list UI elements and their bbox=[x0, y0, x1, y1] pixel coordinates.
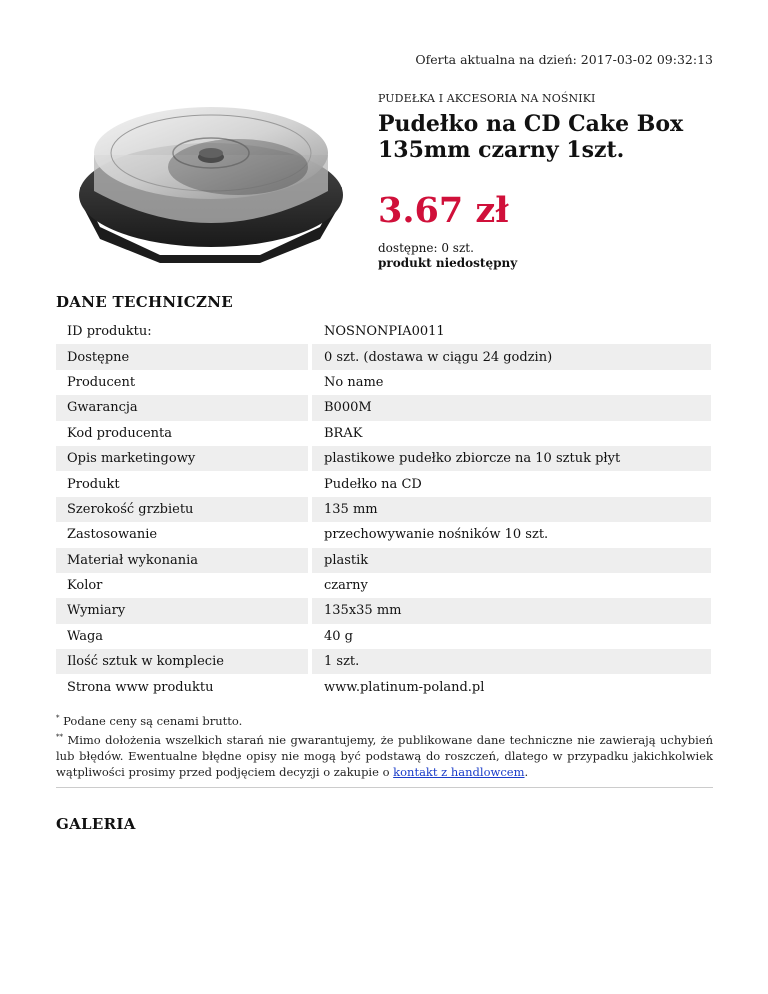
product-price: 3.67 zł bbox=[378, 190, 509, 231]
spec-row bbox=[56, 421, 711, 446]
spec-value: B000M bbox=[310, 395, 711, 420]
spec-label: Produkt bbox=[56, 471, 310, 496]
contact-sales-link[interactable]: kontakt z handlowcem bbox=[393, 764, 525, 779]
spec-row bbox=[56, 649, 711, 674]
spec-value: www.platinum-poland.pl bbox=[324, 679, 485, 695]
gallery-section-title: GALERIA bbox=[56, 815, 136, 833]
spec-row bbox=[56, 319, 711, 344]
specs-table bbox=[56, 319, 711, 700]
spec-row bbox=[56, 370, 711, 395]
spec-label: Szerokość grzbietu bbox=[56, 497, 310, 522]
spec-label: Producent bbox=[56, 370, 310, 395]
spec-row bbox=[56, 624, 711, 649]
spec-row bbox=[56, 598, 711, 623]
spec-label: Ilość sztuk w komplecie bbox=[56, 649, 310, 674]
spec-row bbox=[56, 573, 711, 598]
spec-row bbox=[56, 395, 711, 420]
cd-cake-box-image bbox=[70, 95, 350, 265]
footnote-marker: ** bbox=[56, 732, 63, 741]
spec-label: Gwarancja bbox=[56, 395, 310, 420]
spec-label: Zastosowanie bbox=[56, 522, 310, 547]
footnote-text: Podane ceny są cenami brutto. bbox=[63, 713, 243, 728]
footnote-price bbox=[56, 710, 713, 729]
spec-row bbox=[56, 446, 711, 471]
product-info bbox=[378, 92, 718, 270]
spec-value: plastik bbox=[310, 548, 711, 573]
footnotes bbox=[56, 710, 713, 780]
spec-label: Dostępne bbox=[56, 344, 310, 369]
spec-value: 135 mm bbox=[310, 497, 711, 522]
spec-value: Pudełko na CD bbox=[324, 476, 422, 492]
spec-label: ID produktu: bbox=[56, 319, 310, 344]
spec-label: Materiał wykonania bbox=[56, 548, 310, 573]
availability-status: produkt niedostępny bbox=[378, 256, 518, 270]
spec-row bbox=[56, 344, 711, 369]
spec-row bbox=[56, 522, 711, 547]
product-title: Pudełko na CD Cake Box 135mm czarny 1szt. bbox=[378, 111, 684, 163]
spec-value: przechowywanie nośników 10 szt. bbox=[324, 527, 549, 543]
spec-row bbox=[56, 497, 711, 522]
spec-label: Wymiary bbox=[56, 598, 310, 623]
offer-date: Oferta aktualna na dzień: 2017-03-02 09:32:13 bbox=[415, 52, 713, 67]
spec-label: Kod producenta bbox=[56, 421, 310, 446]
spec-value: czarny bbox=[324, 578, 368, 594]
spec-label: Waga bbox=[56, 624, 310, 649]
spec-row bbox=[56, 548, 711, 573]
spec-value: 1 szt. bbox=[310, 649, 711, 674]
spec-label: Opis marketingowy bbox=[56, 446, 310, 471]
spec-label: Kolor bbox=[56, 573, 310, 598]
spec-value: BRAK bbox=[324, 425, 363, 441]
specs-section-title: DANE TECHNICZNE bbox=[56, 293, 233, 311]
footnote-suffix: . bbox=[524, 764, 529, 779]
footnote-marker: * bbox=[56, 714, 60, 722]
footnote-text: Mimo dołożenia wszelkich starań nie gwarantujemy, że publikowane dane techniczne nie zawierają uchybień lub błędów. Ewentualne błędne opisy nie mogą być podstawą do roszczeń, dlatego w przypadku jakichkolwiek wątpliwości prosimy przed podjęciem decyzji o zakupie o bbox=[56, 732, 714, 779]
spec-value: 40 g bbox=[324, 628, 353, 644]
spec-value: 135x35 mm bbox=[310, 598, 711, 623]
spec-label: Strona www produktu bbox=[56, 674, 310, 699]
footnote-disclaimer bbox=[56, 729, 713, 780]
spec-value: 0 szt. (dostawa w ciągu 24 godzin) bbox=[310, 344, 711, 369]
spec-value: plastikowe pudełko zbiorcze na 10 sztuk płyt bbox=[310, 446, 711, 471]
stock-count: dostępne: 0 szt. bbox=[378, 241, 474, 255]
spec-row bbox=[56, 471, 711, 496]
spec-value: No name bbox=[324, 374, 384, 390]
product-category: PUDEŁKA I AKCESORIA NA NOŚNIKI bbox=[378, 92, 596, 105]
spec-row bbox=[56, 674, 711, 699]
spec-value: NOSNONPIA0011 bbox=[324, 324, 445, 340]
divider bbox=[56, 787, 713, 788]
